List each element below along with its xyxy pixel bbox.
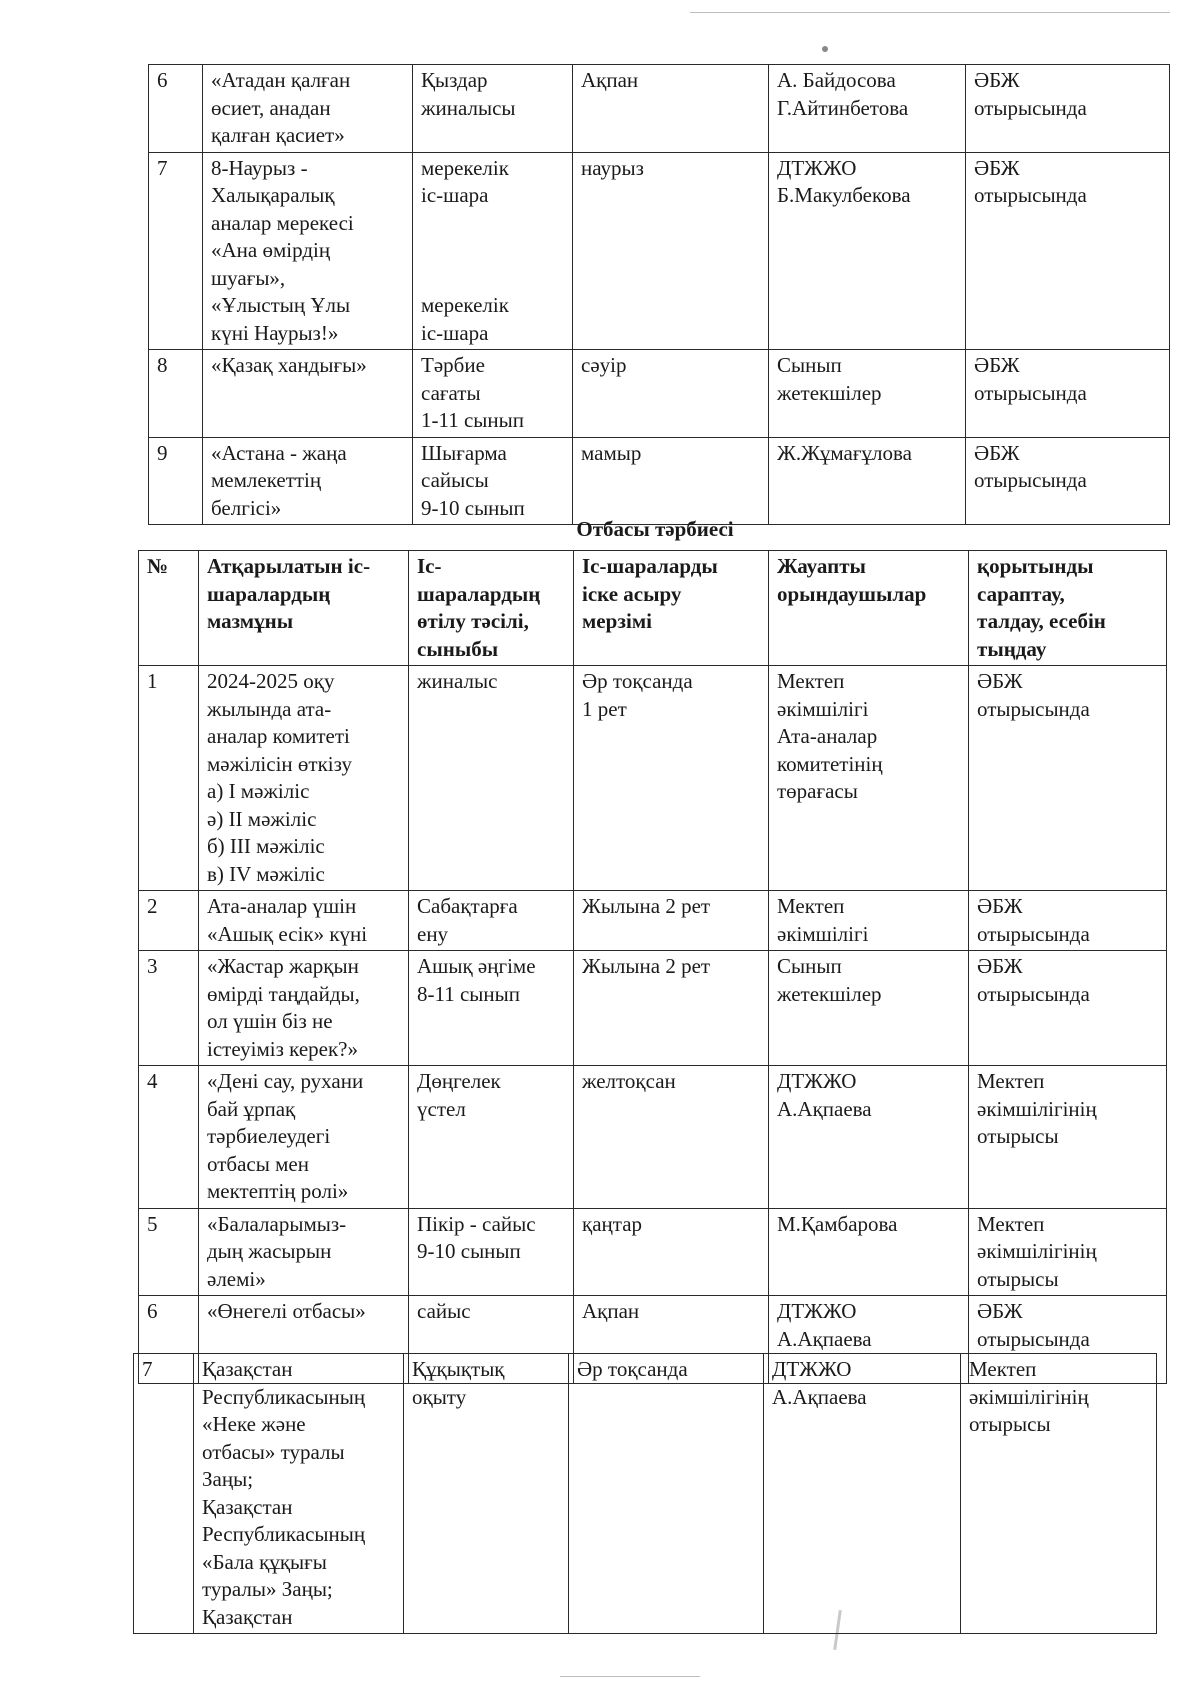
cell-executors: Мектеп әкімшілігі (769, 891, 969, 951)
cell-term: Жылына 2 рет (574, 891, 769, 951)
table-row (149, 350, 1170, 438)
cell-term: қаңтар (574, 1208, 769, 1296)
row-number: 8 (149, 350, 203, 438)
family-table-body (139, 666, 1167, 1384)
cell-form: Сабақтарға ену (409, 891, 574, 951)
row-number: 9 (149, 437, 203, 525)
table-continued-body (149, 65, 1170, 525)
table-row (149, 437, 1170, 525)
cell-content: «Атадан қалған өсиет, анадан қалған қасиет» (203, 65, 413, 153)
row-number: 3 (139, 951, 199, 1066)
cell-result: Мектеп әкімшілігінің отырысы (961, 1354, 1157, 1634)
cell-term: Әр тоқсанда (569, 1354, 764, 1634)
cell-result: ӘБЖ отырысында (966, 350, 1170, 438)
cell-result: ӘБЖ отырысында (969, 666, 1167, 891)
cell-executors: М.Қамбарова (769, 1208, 969, 1296)
cell-form: Шығарма сайысы 9-10 сынып (413, 437, 573, 525)
cell-form: мерекелік іс-шара мерекелік іс-шара (413, 152, 573, 350)
table-row (139, 891, 1167, 951)
cell-form: сайыс (409, 1296, 574, 1384)
cell-result: ӘБЖ отырысында (966, 152, 1170, 350)
cell-result: Мектеп әкімшілігінің отырысы (969, 1066, 1167, 1209)
cell-content: 2024-2025 оқу жылында ата- аналар комитеті мәжілісін өткізу а) І мәжіліс ә) ІІ мәжіліс б) ІІІ мәжіліс в) ІV мәжіліс (199, 666, 409, 891)
header-content: Атқарылатын іс- шаралардың мазмұны (199, 551, 409, 666)
cell-executors: ДТЖЖО А.Ақпаева (764, 1354, 961, 1634)
cell-result: ӘБЖ отырысында (966, 437, 1170, 525)
row-number: 6 (149, 65, 203, 153)
cell-executors: Сынып жетекшілер (769, 951, 969, 1066)
scan-edge-line (560, 1676, 700, 1677)
cell-form: Дөңгелек үстел (409, 1066, 574, 1209)
cell-content: Қазақстан Республикасының «Неке және отбасы» туралы Заңы; Қазақстан Республикасының «Бала құқығы туралы» Заңы; Қазақстан (194, 1354, 404, 1634)
cell-content: «Астана - жаңа мемлекеттің белгісі» (203, 437, 413, 525)
table-row (139, 951, 1167, 1066)
cell-form: Құқықтық оқыту (404, 1354, 569, 1634)
table-header-row (139, 551, 1167, 666)
table-row (139, 666, 1167, 891)
cell-result: Мектеп әкімшілігінің отырысы (969, 1208, 1167, 1296)
cell-term: Ақпан (573, 65, 769, 153)
cell-result: ӘБЖ отырысында (966, 65, 1170, 153)
cell-form: Ашық әңгіме 8-11 сынып (409, 951, 574, 1066)
cell-term: наурыз (573, 152, 769, 350)
header-executors: Жауапты орындаушылар (769, 551, 969, 666)
cell-form: Пікір - сайыс 9-10 сынып (409, 1208, 574, 1296)
cell-content: «Өнегелі отбасы» (199, 1296, 409, 1384)
table-row (149, 65, 1170, 153)
cell-executors: ДТЖЖО А.Ақпаева (769, 1066, 969, 1209)
table-row (149, 152, 1170, 350)
table-row (134, 1354, 1157, 1634)
cell-term: Әр тоқсанда 1 рет (574, 666, 769, 891)
cell-executors: А. Байдосова Г.Айтинбетова (769, 65, 966, 153)
cell-form: Қыздар жиналысы (413, 65, 573, 153)
table-continued (148, 64, 1170, 525)
row-number: 7 (149, 152, 203, 350)
table-bottom (133, 1353, 1157, 1634)
table-bottom-body (134, 1354, 1157, 1634)
cell-result: ӘБЖ отырысында (969, 1296, 1167, 1384)
row-number: 4 (139, 1066, 199, 1209)
cell-content: «Жастар жарқын өмірді таңдайды, ол үшін біз не істеуіміз керек?» (199, 951, 409, 1066)
cell-executors: Мектеп әкімшілігі Ата-аналар комитетінің төрағасы (769, 666, 969, 891)
cell-result: ӘБЖ отырысында (969, 891, 1167, 951)
cell-term: мамыр (573, 437, 769, 525)
cell-form: Тәрбие сағаты 1-11 сынып (413, 350, 573, 438)
cell-term: Ақпан (574, 1296, 769, 1384)
section-title: Отбасы тәрбиесі (576, 517, 734, 541)
header-result: қорытынды сараптау, талдау, есебін тыңдау (969, 551, 1167, 666)
scan-speck (822, 46, 828, 52)
table-row (139, 1066, 1167, 1209)
row-number: 5 (139, 1208, 199, 1296)
cell-term: Жылына 2 рет (574, 951, 769, 1066)
cell-result: ӘБЖ отырысында (969, 951, 1167, 1066)
cell-term: сәуір (573, 350, 769, 438)
cell-form: жиналыс (409, 666, 574, 891)
table-row (139, 1208, 1167, 1296)
row-number: 2 (139, 891, 199, 951)
cell-executors: Ж.Жұмағұлова (769, 437, 966, 525)
cell-content: «Балаларымыз- дың жасырын әлемі» (199, 1208, 409, 1296)
cell-executors: Сынып жетекшілер (769, 350, 966, 438)
cell-content: «Қазақ хандығы» (203, 350, 413, 438)
cell-executors: ДТЖЖО А.Ақпаева (769, 1296, 969, 1384)
scan-edge-line (690, 12, 1170, 13)
row-number: 7 (134, 1354, 194, 1634)
header-num: № (139, 551, 199, 666)
cell-content: Ата-аналар үшін «Ашық есік» күні (199, 891, 409, 951)
family-education-table (138, 550, 1167, 1384)
row-number: 6 (139, 1296, 199, 1384)
header-term: Іс-шараларды іске асыру мерзімі (574, 551, 769, 666)
cell-term: желтоқсан (574, 1066, 769, 1209)
row-number: 1 (139, 666, 199, 891)
header-form: Іс- шаралардың өтілу тәсілі, сыныбы (409, 551, 574, 666)
cell-executors: ДТЖЖО Б.Макулбекова (769, 152, 966, 350)
cell-content: «Дені сау, рухани бай ұрпақ тәрбиелеудегі отбасы мен мектептің ролі» (199, 1066, 409, 1209)
cell-content: 8-Наурыз - Халықаралық аналар мерекесі «Ана өмірдің шуағы», «Ұлыстың Ұлы күні Наурыз!» (203, 152, 413, 350)
